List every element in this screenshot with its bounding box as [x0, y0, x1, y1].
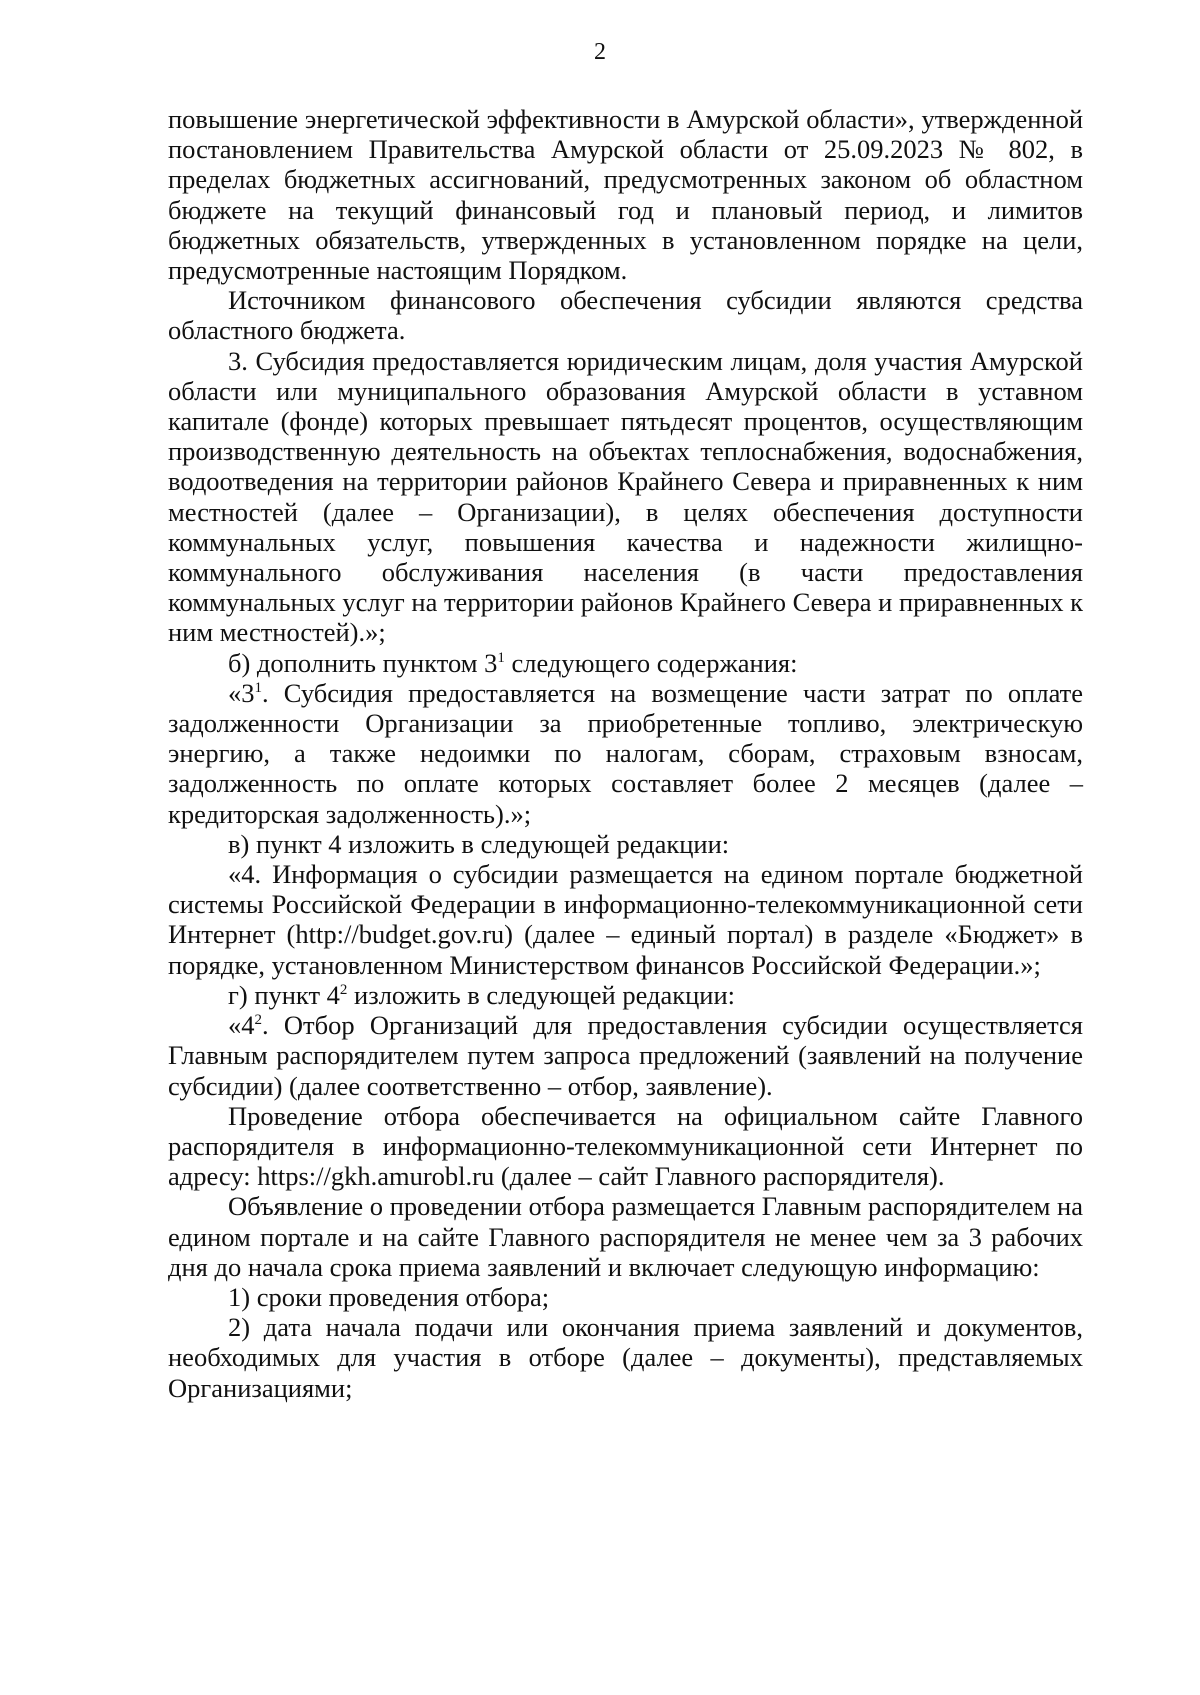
paragraph-text: «4 — [228, 1010, 255, 1041]
list-item-2: 2) дата начала подачи или окончания приема заявлений и документов, необходимых для участия в отборе (далее – документы), представляемых Организациями; — [168, 1312, 1083, 1403]
superscript: 2 — [254, 1012, 262, 1029]
paragraph-selection-site: Проведение отбора обеспечивается на официальном сайте Главного распорядителя в информационно-телекоммуникационной сети Интернет по адресу: https://gkh.amurobl.ru (далее – сайт Главного распорядителя). — [168, 1100, 1083, 1192]
paragraph-announcement: Объявление о проведении отбора размещается Главным распорядителем на едином портале и на сайте Главного распорядителя не менее чем за 3 рабочих дня до начала срока приема заявлений и включает следующую информацию: — [168, 1191, 1083, 1282]
paragraph-item-3-1 — [168, 678, 1083, 829]
paragraph-text: следующего содержания: — [504, 647, 798, 678]
paragraph-text: . Субсидия предоставляется на возмещение части затрат по оплате задолженности Организации за приобретенные топливо, электрическую энергию, а также недоимки по налогам, сборам, страховым взносам, задолженность по оплате которых составляет более 2 месяцев (далее – кредиторская задолженность).»; — [168, 677, 1083, 829]
paragraph-amendment-v: в) пункт 4 изложить в следующей редакции: — [228, 828, 730, 859]
superscript: 2 — [339, 982, 348, 999]
paragraph-text: . Отбор Организаций для предоставления субсидии осуществляется Главным распорядителем путем запроса предложений (заявлений на получение субсидии) (далее соответственно – отбор, заявление). — [168, 1010, 1083, 1101]
paragraph-text: «3 — [228, 677, 255, 708]
superscript: 1 — [497, 649, 505, 666]
list-item-1: 1) сроки проведения отбора; — [228, 1281, 550, 1312]
paragraph-item-3: 3. Субсидия предоставляется юридическим лицам, доля участия Амурской области или муниципального образования Амурской области в уставном капитале (фонде) которых превышает пятьдесят процентов, осуществляющим производственную деятельность на объектах теплоснабжения, водоснабжения, водоотведения на территории районов Крайнего Севера и приравненных к ним местностей (далее – Организации), в целях обеспечения доступности коммунальных услуг, повышения качества и надежности жилищно-коммунального обслуживания населения (в части предоставления коммунальных услуг на территории районов Крайнего Севера и приравненных к ним местностей).»; — [168, 345, 1083, 648]
paragraph-amendment-g — [168, 980, 1083, 1010]
paragraph-item-4-2 — [168, 1010, 1083, 1101]
paragraph-funding-source: Источником финансового обеспечения субсидии являются средства областного бюджета. — [168, 285, 1083, 346]
superscript: 1 — [254, 680, 262, 697]
paragraph-intro-continuation: повышение энергетической эффективности в Амурской области», утвержденной постановлением Правительства Амурской области от 25.09.2023 № 802, в пределах бюджетных ассигнований, предусмотренных законом об областном бюджете на текущий финансовый год и плановый период, и лимитов бюджетных обязательств, утвержденных в установленном порядке на цели, предусмотренные настоящим Порядком. — [168, 104, 1083, 286]
paragraph-item-4: «4. Информация о субсидии размещается на едином портале бюджетной системы Российской Федерации в информационно-телекоммуникационной сети Интернет (http://budget.gov.ru) (далее – единый портал) в разделе «Бюджет» в порядке, установленном Министерством финансов Российской Федерации.»; — [168, 859, 1083, 980]
paragraph-amendment-b — [168, 648, 1083, 678]
paragraph-text: г) пункт 4 — [228, 979, 340, 1010]
paragraph-text: б) дополнить пунктом 3 — [228, 647, 498, 678]
page-number: 2 — [594, 39, 606, 65]
document-body — [168, 104, 1083, 1403]
paragraph-text: изложить в следующей редакции: — [347, 979, 736, 1010]
